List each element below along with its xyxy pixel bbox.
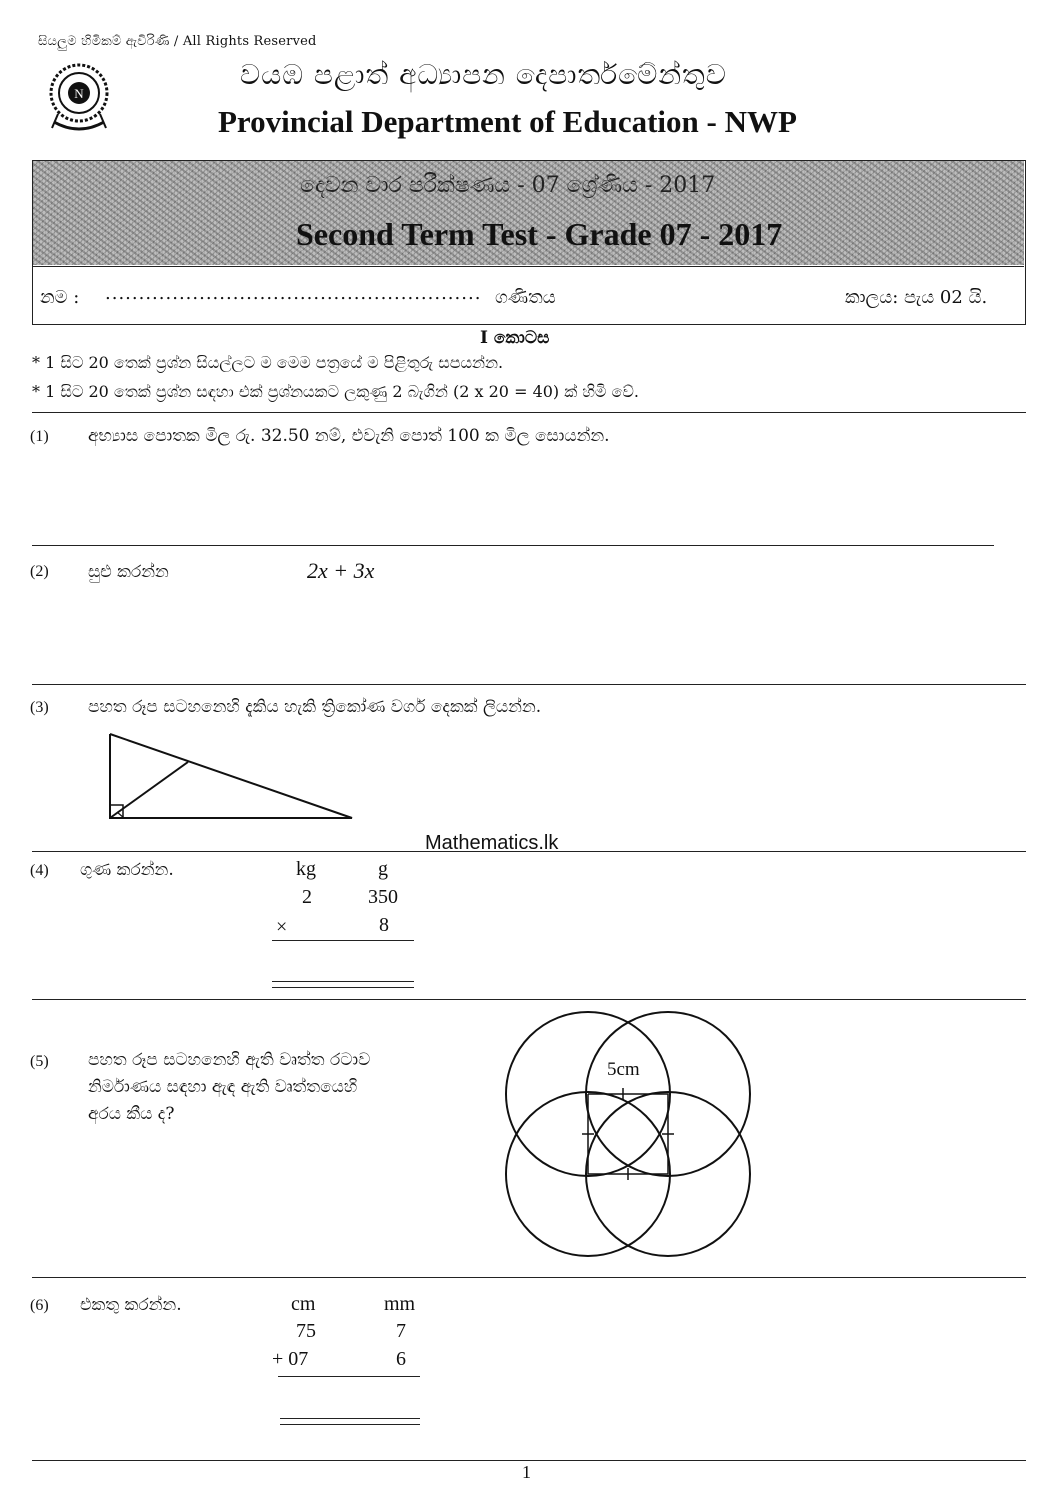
question-text: පහත රූප සටහනෙහි දැකිය හැකි ත්‍රිකෝණ වර්ග දෙකක් ලියන්න. xyxy=(88,697,542,717)
answer-line xyxy=(280,1424,420,1425)
question-text-line: නිර්මාණය සඳහා ඇඳ ඇති වෘත්තයෙහි xyxy=(88,1077,358,1097)
answer-divider xyxy=(32,851,1026,852)
divider xyxy=(32,412,1026,413)
department-title-english: Provincial Department of Education - NWP xyxy=(218,104,797,139)
column-head-kg: kg xyxy=(296,858,316,880)
addend-mm: 6 xyxy=(396,1348,406,1370)
answer-divider xyxy=(32,545,994,546)
question-text-line: පහත රූප සටහනෙහි ඇති වෘත්ත රටාව xyxy=(88,1050,371,1070)
column-head-mm: mm xyxy=(384,1293,416,1315)
question-number: (5) xyxy=(30,1053,49,1070)
radius-label: 5cm xyxy=(607,1059,640,1080)
multiply-sign: × xyxy=(276,916,288,938)
circle-pattern-diagram xyxy=(498,1002,760,1264)
watermark: Mathematics.lk xyxy=(425,832,559,854)
emblem-icon xyxy=(48,62,110,134)
page-number: 1 xyxy=(522,1462,531,1482)
name-field[interactable]: ........................................................ xyxy=(105,283,482,304)
value-cm: 75 xyxy=(296,1320,316,1342)
question-text: අභ්‍යාස පොතක මිල රු. 32.50 නම්, එවැනි පොත් 100 ක මිල සොයන්න. xyxy=(88,426,610,446)
answer-line xyxy=(272,981,414,982)
answer-line xyxy=(272,987,414,988)
column-head-cm: cm xyxy=(291,1293,316,1315)
answer-divider xyxy=(32,999,1026,1000)
rights-notice: සියලුම හිමිකම් ඇවිරිණි / All Rights Reserved xyxy=(38,34,317,49)
part-title: I කොටස xyxy=(480,328,550,348)
subject-label: ගණිතය xyxy=(495,287,556,308)
time-label: කාලය: පැය 02 යි. xyxy=(845,287,988,308)
question-text: සුළු කරන්න xyxy=(88,562,169,582)
question-number: (3) xyxy=(30,699,49,716)
answer-line xyxy=(280,1418,420,1419)
answer-divider xyxy=(32,1277,1026,1278)
value-kg: 2 xyxy=(302,886,312,908)
department-title-sinhala: වයඹ පළාත් අධ්‍යාපන දෙපාර්තමේන්තුව xyxy=(240,58,727,91)
question-number: (2) xyxy=(30,563,49,580)
instruction-2: * 1 සිට 20 තෙක් ප්‍රශ්න සඳහා එක් ප්‍රශ්නයකට ලකුණු 2 බැගින් (2 x 20 = 40) ක් හිමි වේ. xyxy=(32,382,640,401)
multiplier: 8 xyxy=(379,914,389,936)
column-head-g: g xyxy=(378,858,388,880)
instruction-1: * 1 සිට 20 තෙක් ප්‍රශ්න සියල්ලට ම මෙම පත්‍රයේ ම පිළිතුරු සපයන්න. xyxy=(32,353,504,372)
value-mm: 7 xyxy=(396,1320,406,1342)
banner-divider xyxy=(33,266,1024,267)
name-label: නම : xyxy=(40,287,80,308)
calc-line xyxy=(278,1376,420,1377)
expression: 2x + 3x xyxy=(307,558,375,583)
exam-title-sinhala: දෙවන වාර පරීක්ෂණය - 07 ශ්‍රේණිය - 2017 xyxy=(300,173,716,198)
question-text-line: අරය කීය ද? xyxy=(88,1104,175,1124)
question-text: ගුණ කරන්න. xyxy=(80,860,174,880)
calc-line xyxy=(272,940,414,941)
value-g: 350 xyxy=(368,886,398,908)
svg-text:N: N xyxy=(74,86,84,101)
exam-title-english: Second Term Test - Grade 07 - 2017 xyxy=(296,216,783,252)
answer-divider xyxy=(32,1460,1026,1461)
addend-cm: + 07 xyxy=(272,1348,309,1370)
question-number: (1) xyxy=(30,428,49,445)
answer-divider xyxy=(32,684,1026,685)
question-text: එකතු කරන්න. xyxy=(80,1295,182,1315)
question-number: (4) xyxy=(30,862,49,879)
triangle-diagram xyxy=(100,728,360,828)
question-number: (6) xyxy=(30,1297,49,1314)
